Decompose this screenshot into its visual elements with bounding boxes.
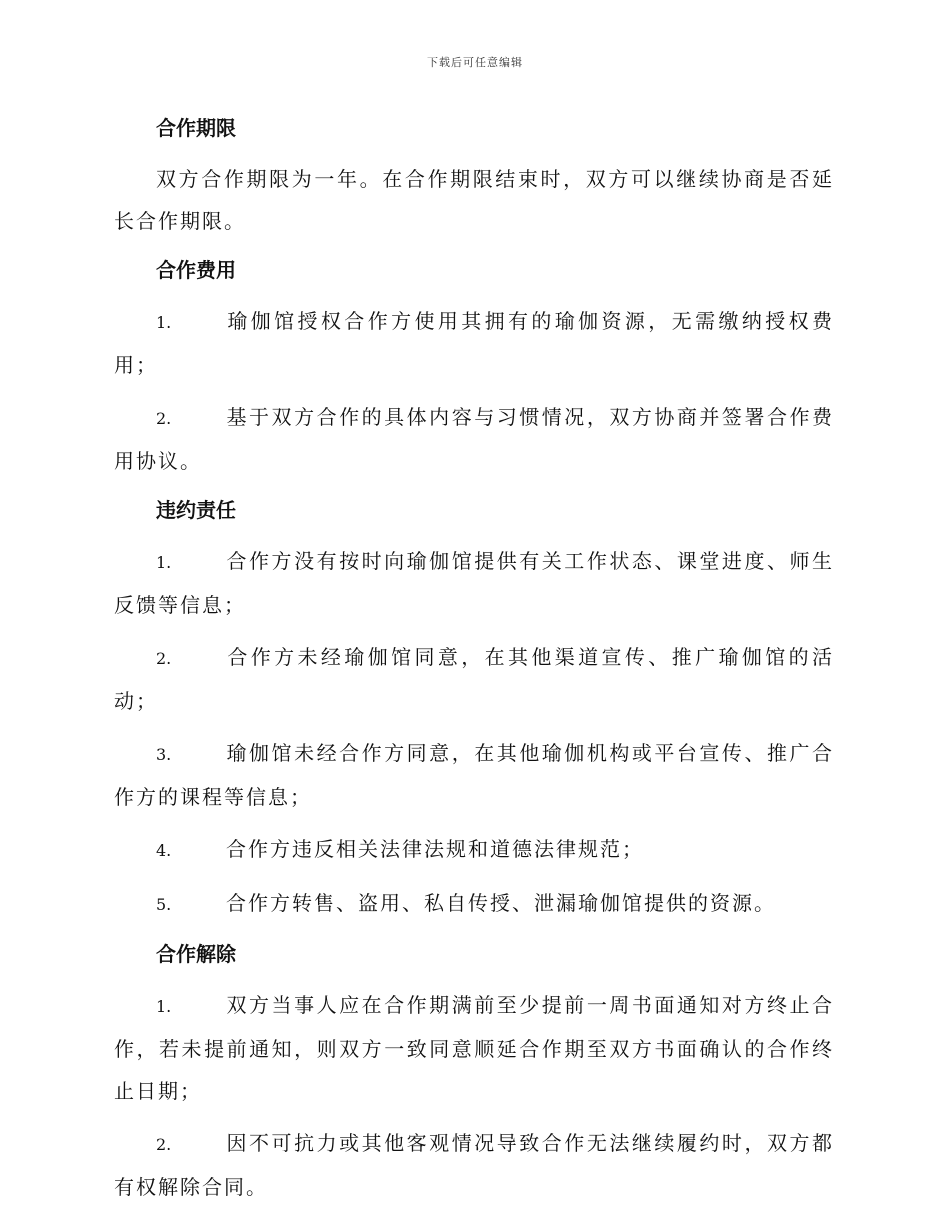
list-item [114, 636, 834, 722]
list-item-text: 基于双方合作的具体内容与习惯情况，双方协商并签署合作费用协议。 [114, 405, 834, 473]
list-item-number: 2. [156, 409, 172, 428]
list-item-text: 瑜伽馆未经合作方同意，在其他瑜伽机构或平台宣传、推广合作方的课程等信息； [114, 741, 834, 809]
list-item-number: 3. [156, 745, 172, 764]
page-header: 下载后可任意编辑 [427, 56, 523, 69]
section-heading-termination: 合作解除 [156, 942, 236, 966]
list-item-number: 1. [156, 313, 172, 332]
list-item [114, 828, 834, 872]
list-item-text: 瑜伽馆授权合作方使用其拥有的瑜伽资源，无需缴纳授权费用； [114, 309, 834, 377]
document-body [114, 110, 834, 1208]
list-item-text: 合作方转售、盗用、私自传授、泄漏瑜伽馆提供的资源。 [226, 891, 776, 915]
list-item [114, 732, 834, 818]
list-item-text: 因不可抗力或其他客观情况导致合作无法继续履约时，双方都有权解除合同。 [114, 1131, 834, 1199]
list-item [114, 984, 834, 1112]
list-item-number: 1. [156, 997, 172, 1016]
list-item-number: 4. [156, 841, 172, 860]
section-paragraph-term: 双方合作期限为一年。在合作期限结束时，双方可以继续协商是否延长合作期限。 [114, 167, 834, 233]
list-item [114, 300, 834, 386]
list-item [114, 396, 834, 482]
list-item-text: 合作方未经瑜伽馆同意，在其他渠道宣传、推广瑜伽馆的活动； [114, 645, 834, 713]
list-item-number: 2. [156, 649, 172, 668]
list-item-number: 2. [156, 1135, 172, 1154]
list-item-text: 双方当事人应在合作期满前至少提前一周书面通知对方终止合作，若未提前通知，则双方一致同意顺延合作期至双方书面确认的合作终止日期； [114, 993, 834, 1103]
list-item-text: 合作方违反相关法律法规和道德法律规范； [226, 837, 644, 861]
list-item [114, 1122, 834, 1208]
section-heading-term: 合作期限 [156, 116, 236, 140]
list-item [114, 540, 834, 626]
list-item [114, 882, 834, 926]
section-heading-breach: 违约责任 [156, 498, 236, 522]
list-item-number: 5. [156, 895, 172, 914]
list-item-number: 1. [156, 553, 172, 572]
list-item-text: 合作方没有按时向瑜伽馆提供有关工作状态、课堂进度、师生反馈等信息； [114, 549, 834, 617]
section-heading-fees: 合作费用 [156, 258, 236, 282]
